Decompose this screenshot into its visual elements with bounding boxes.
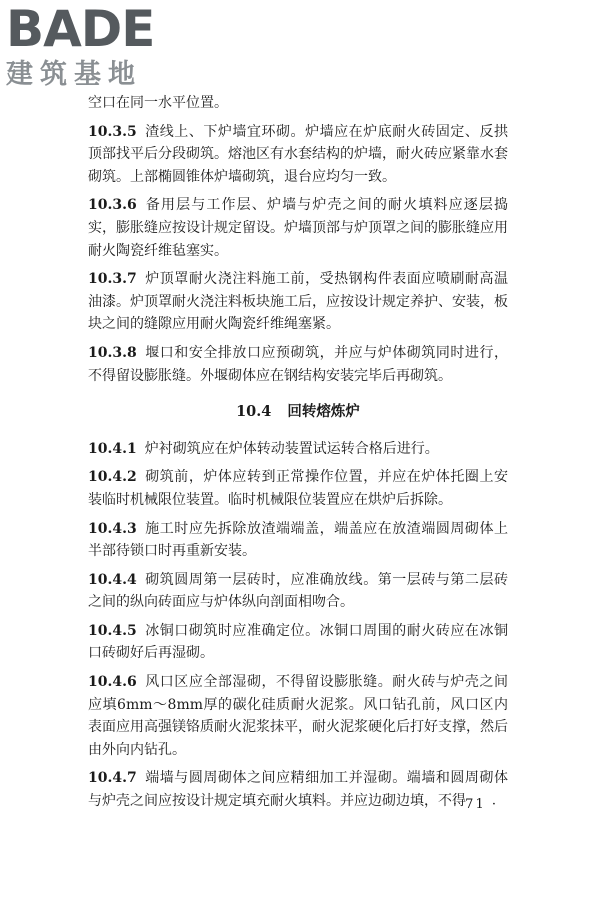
clause-text: 施工时应先拆除放渣端端盖，端盖应在放渣端圆周砌体上半部待锁口时再重新安装。	[88, 520, 508, 560]
clause-number: 10.4.1	[88, 440, 137, 457]
document-body	[88, 92, 508, 819]
clause-paragraph	[88, 194, 508, 262]
bade-logo	[6, 0, 176, 96]
clause-text: 堰口和安全排放口应预砌筑，并应与炉体砌筑同时进行，不得留设膨胀缝。外堰砌体应在钢结构安装完毕后再砌筑。	[88, 344, 508, 384]
clause-text: 风口区应全部湿砌，不得留设膨胀缝。耐火砖与炉壳之间应填6mm～8mm厚的碳化硅质耐火泥浆。风口钻孔前，风口区内表面应用高强镁铬质耐火泥浆抹平，耐火泥浆硬化后打好支撑，然后由外向内钻孔。	[88, 674, 508, 758]
clause-paragraph	[88, 268, 508, 336]
section-heading	[88, 401, 508, 424]
clause-text: 空口在同一水平位置。	[88, 95, 228, 111]
clause-number: 10.4.6	[88, 674, 137, 691]
clause-text: 炉顶罩耐火浇注料施工前，受热钢构件表面应喷刷耐高温油漆。炉顶罩耐火浇注料板块施工后，应按设计规定养护、安装，板块之间的缝隙应用耐火陶瓷纤维绳塞紧。	[88, 271, 508, 333]
clause-number: 10.4.7	[88, 770, 137, 787]
clause-paragraph	[88, 569, 508, 614]
clause-paragraph	[88, 620, 508, 665]
clause-number: 10.3.7	[88, 271, 137, 288]
clause-paragraph	[88, 518, 508, 563]
clause-paragraph	[88, 121, 508, 189]
clause-text: 砌筑前，炉体应转到正常操作位置，并应在炉体托圈上安装临时机械限位装置。临时机械限位装置应在烘炉后拆除。	[88, 469, 508, 508]
clause-paragraph	[88, 438, 508, 461]
continuation-paragraph	[88, 92, 508, 115]
clause-number: 10.3.6	[88, 197, 137, 214]
clause-number: 10.4.4	[88, 571, 137, 588]
section-number: 10.4	[236, 403, 272, 421]
clause-text: 端墙与圆周砌体之间应精细加工并湿砌。端墙和圆周砌体与炉壳之间应按设计规定填充耐火填料。并应边砌边填，不得	[88, 770, 508, 810]
logo-subtitle: 建筑基地	[6, 59, 142, 90]
clause-paragraph	[88, 342, 508, 387]
clause-text: 炉衬砌筑应在炉体转动装置试运转合格后进行。	[144, 440, 439, 457]
clause-paragraph	[88, 671, 508, 761]
clause-text: 冰铜口砌筑时应准确定位。冰铜口周围的耐火砖应在冰铜口砖砌好后再湿砌。	[88, 622, 508, 662]
section-title-text: 回转熔炼炉	[287, 403, 360, 421]
clause-paragraph	[88, 767, 508, 812]
clause-number: 10.3.5	[88, 123, 137, 140]
clause-text: 渣线上、下炉墙宜环砌。炉墙应在炉底耐火砖固定、反拱顶部找平后分段砌筑。熔池区有水套结构的炉墙，耐火砖应紧靠水套砌筑。上部椭圆锥体炉墙砌筑，退台应均匀一致。	[88, 123, 508, 185]
clause-paragraph	[88, 466, 508, 511]
clause-number: 10.4.5	[88, 622, 137, 639]
clause-number: 10.3.8	[88, 344, 137, 361]
clause-number: 10.4.3	[88, 520, 137, 537]
page-number: · 71 ·	[452, 797, 498, 812]
clause-text: 备用层与工作层、炉墙与炉壳之间的耐火填料应逐层捣实，膨胀缝应按设计规定留设。炉墙顶部与炉顶罩之间的膨胀缝应用耐火陶瓷纤维毡塞实。	[88, 197, 508, 259]
clause-text: 砌筑圆周第一层砖时，应准确放线。第一层砖与第二层砖之间的纵向砖面应与炉体纵向剖面相吻合。	[88, 571, 508, 611]
logo-brand: BADE	[6, 0, 155, 58]
clause-number: 10.4.2	[88, 469, 137, 486]
